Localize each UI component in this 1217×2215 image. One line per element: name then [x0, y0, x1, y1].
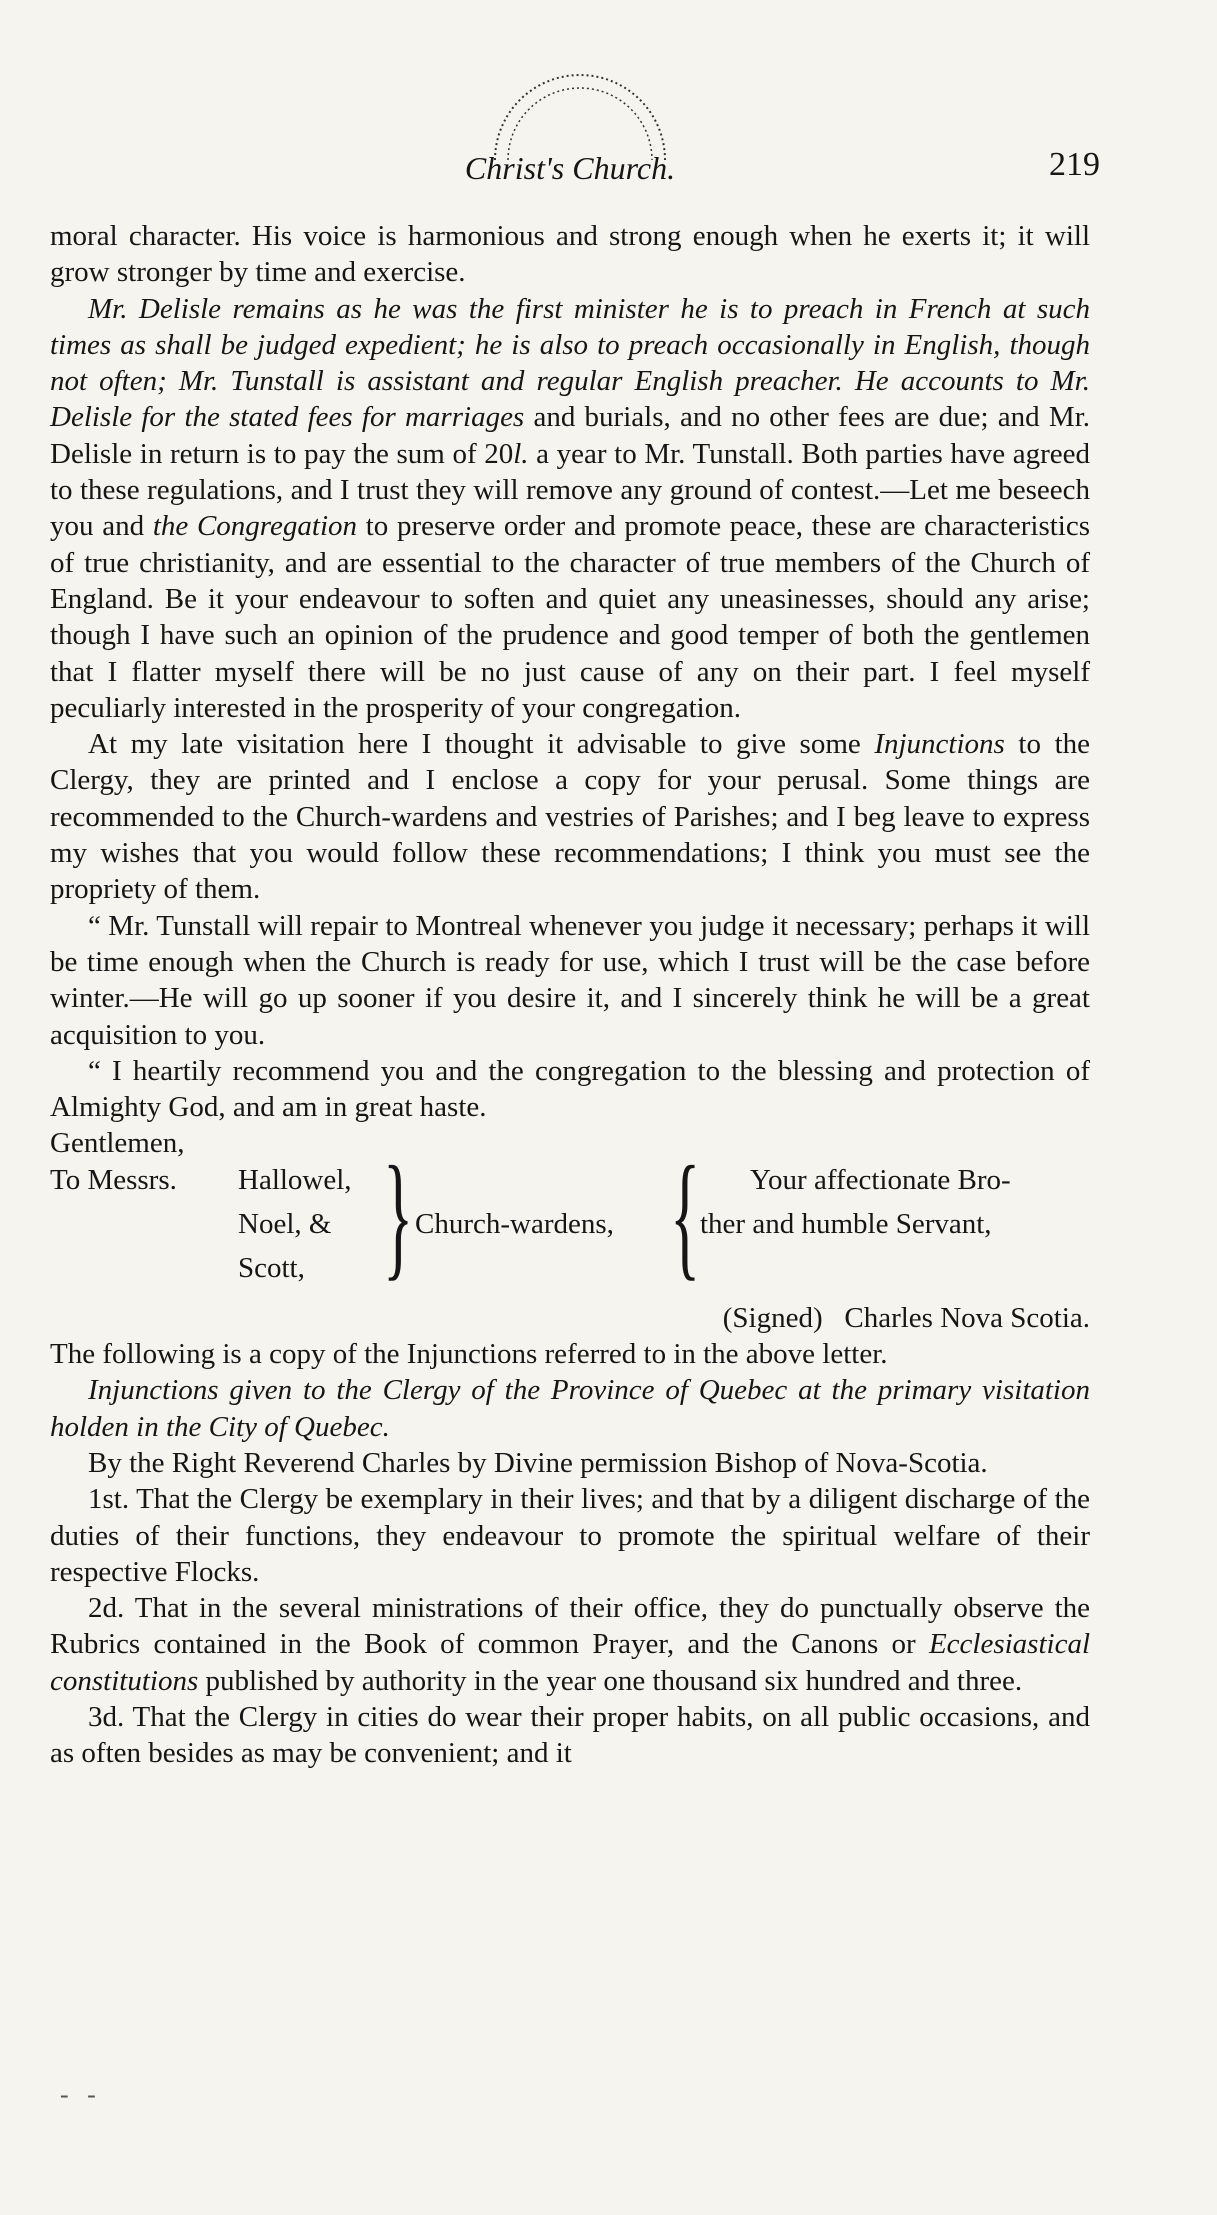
closing-line-2: ther and humble Servant,: [700, 1207, 992, 1240]
paragraph-11: 3d. That the Clergy in cities do wear their proper habits, on all public occasions, and as often besides as may be convenient; and it: [50, 1700, 1090, 1770]
salutation: Gentlemen,: [50, 1127, 185, 1160]
to-messrs: To Messrs.: [50, 1163, 177, 1196]
p10-a: 2d. That in the several ministrations of their office, they do punctually observe the Rubrics contained in the Book of common Prayer, and the Canons or: [50, 1592, 1090, 1661]
p2-a: Mr. Delisle remains as he was the first minister he is to preach in French at such times as shall be judged expedient; he is also to preach occasionally in English, though not often; Mr. Tunstall is assistant and regular English preacher. He accounts to Mr. Delisle for: [50, 292, 1090, 434]
signed-label: (Signed): [722, 1301, 823, 1334]
signer-name: Charles Nova Scotia.: [844, 1301, 1090, 1334]
p10-c: published by authority in the year one thousand six hundred and three.: [198, 1664, 1023, 1697]
page-number: 219: [1049, 146, 1100, 183]
paragraph-7: Injunctions given to the Clergy of the Province of Quebec at the primary visitation holden in the City of Quebec.: [50, 1374, 1090, 1443]
p2-g: to preserve order and promote peace, these are characteristics of true christianity, and are essential to the character of true members of the Church of England. Be it your endeavour to soften and quiet any uneasinesses, should any arise; though I have such an opinion of the prudence and good temper of both the gentlemen that I flatter myself there will be no just cause of any on their part. I feel myself peculiarly interested in the prosperity of your congregation.: [50, 510, 1090, 724]
brace-left: {: [670, 1137, 701, 1293]
paragraph-2: [50, 291, 1090, 727]
brace-right: }: [383, 1137, 414, 1293]
footer-marks: - -: [60, 2080, 102, 2109]
p2-b: the stated fees for marriages: [184, 401, 525, 434]
paragraph-4: “ Mr. Tunstall will repair to Montreal whenever you judge it necessary; perhaps it will be time enough when the Church is ready for use, which I trust will be the case before winter.—He will go up sooner if you desire it, and I sincerely think he will be a great acquisition to you.: [50, 909, 1090, 1051]
p3-b: Injunctions: [874, 728, 1005, 761]
name-scott: Scott,: [238, 1251, 305, 1284]
paragraph-10: [50, 1590, 1090, 1699]
p2-f: the Congregation: [152, 510, 357, 543]
paragraph-9: 1st. That the Clergy be exemplary in their lives; and that by a diligent discharge of the duties of their functions, they endeavour to promote the spiritual welfare of their respective Flocks.: [50, 1483, 1090, 1588]
paragraph-8: By the Right Reverend Charles by Divine permission Bishop of Nova-Scotia.: [88, 1446, 988, 1479]
p10-b: Ecclesiastical constitutions: [50, 1628, 1090, 1697]
closing-line-1: Your affectionate Bro-: [750, 1163, 1011, 1196]
paragraph-5: “ I heartily recommend you and the congregation to the blessing and protection of Almighty God, and am in great haste.: [50, 1054, 1090, 1124]
name-noel: Noel, &: [238, 1207, 332, 1240]
signed-line: [50, 1300, 1090, 1336]
p2-c: and burials, and no other fees are due; and Mr. Delisle in return is to pay the sum of 20: [50, 401, 1090, 470]
p3-a: At my late visitation here I thought it advisable to give some: [88, 728, 875, 761]
body-text: [50, 218, 1090, 1772]
p3-c: to the Clergy, they are printed and I enclose a copy for your perusal. Some things are recommended to the Church-wardens and vestries of Parishes; and I beg leave to express my wishes that you would follow these recommendations; I think you must see the propriety of them.: [50, 728, 1090, 906]
running-head: [40, 146, 1100, 196]
paragraph-1: moral character. His voice is harmonious and strong enough when he exerts it; it will grow stronger by time and exercise.: [50, 220, 1090, 289]
p2-e: a year to Mr. Tunstall. Both parties have agreed to these regulations, and I trust they will remove any ground of contest.—Let me beseech you and: [50, 437, 1090, 543]
name-hallowel: Hallowel,: [238, 1163, 352, 1196]
p2-d: l.: [513, 437, 529, 470]
paragraph-3: [50, 726, 1090, 907]
running-title: Christ's Church.: [464, 150, 676, 186]
paragraph-6: The following is a copy of the Injunctions referred to in the above letter.: [50, 1338, 888, 1371]
role-church-wardens: Church-wardens,: [415, 1207, 614, 1240]
